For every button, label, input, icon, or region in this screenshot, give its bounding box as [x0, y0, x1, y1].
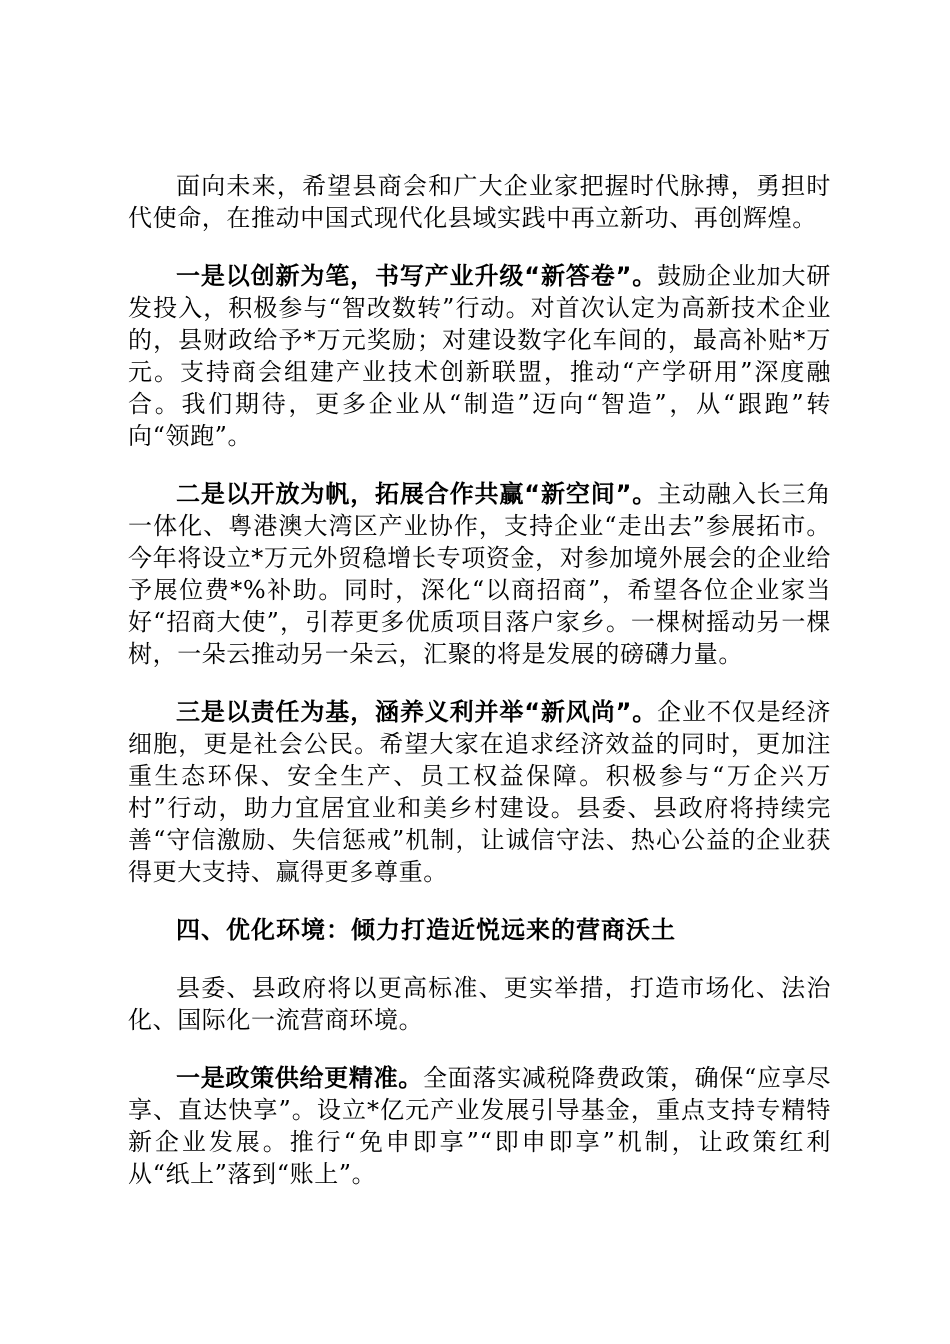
- paragraph-text: 主动融入长三角一体化、粤港澳大湾区产业协作，支持企业“走出去”参展拓市。今年将设立*万元外贸稳增长专项资金，对参加境外展会的企业给予展位费*%补助。同时，深化“以商招商”，希望各位企业家当好“招商大使”，引荐更多优质项目落户家乡。一棵树摇动另一棵树，一朵云推动另一朵云，汇聚的将是发展的磅礴力量。: [128, 480, 831, 668]
- paragraph-openness: [128, 478, 831, 670]
- paragraph-lead: 二是以开放为帆，拓展合作共赢“新空间”。: [176, 480, 658, 508]
- paragraph-environment-intro: [128, 972, 831, 1036]
- paragraph-responsibility: [128, 696, 831, 888]
- paragraph-policy-supply: [128, 1062, 831, 1190]
- paragraph-innovation: [128, 260, 831, 452]
- paragraph-future-outlook: [128, 170, 831, 234]
- paragraph-text: 企业不仅是经济细胞，更是社会公民。希望大家在追求经济效益的同时，更加注重生态环保、安全生产、员工权益保障。积极参与“万企兴万村”行动，助力宜居宜业和美乡村建设。县委、县政府将持续完善“守信激励、失信惩戒”机制，让诚信守法、热心公益的企业获得更大支持、赢得更多尊重。: [128, 698, 831, 886]
- document-page: [128, 170, 831, 1216]
- section-heading: 四、优化环境：倾力打造近悦远来的营商沃土: [176, 916, 676, 944]
- paragraph-text: 面向未来，希望县商会和广大企业家把握时代脉搏，勇担时代使命，在推动中国式现代化县域实践中再立新功、再创辉煌。: [128, 172, 831, 232]
- paragraph-lead: 一是政策供给更精准。: [176, 1064, 423, 1092]
- paragraph-text: 县委、县政府将以更高标准、更实举措，打造市场化、法治化、国际化一流营商环境。: [128, 974, 831, 1034]
- paragraph-text: 鼓励企业加大研发投入，积极参与“智改数转”行动。对首次认定为高新技术企业的，县财政给予*万元奖励；对建设数字化车间的，最高补贴*万元。支持商会组建产业技术创新联盟，推动“产学研用”深度融合。我们期待，更多企业从“制造”迈向“智造”，从“跟跑”转向“领跑”。: [128, 262, 831, 450]
- paragraph-text: 全面落实减税降费政策，确保“应享尽享、直达快享”。设立*亿元产业发展引导基金，重点支持专精特新企业发展。推行“免申即享”“即申即享”机制，让政策红利从“纸上”落到“账上”。: [128, 1064, 832, 1188]
- paragraph-lead: 一是以创新为笔，书写产业升级“新答卷”。: [176, 262, 658, 290]
- paragraph-lead: 三是以责任为基，涵养义利并举“新风尚”。: [176, 698, 658, 726]
